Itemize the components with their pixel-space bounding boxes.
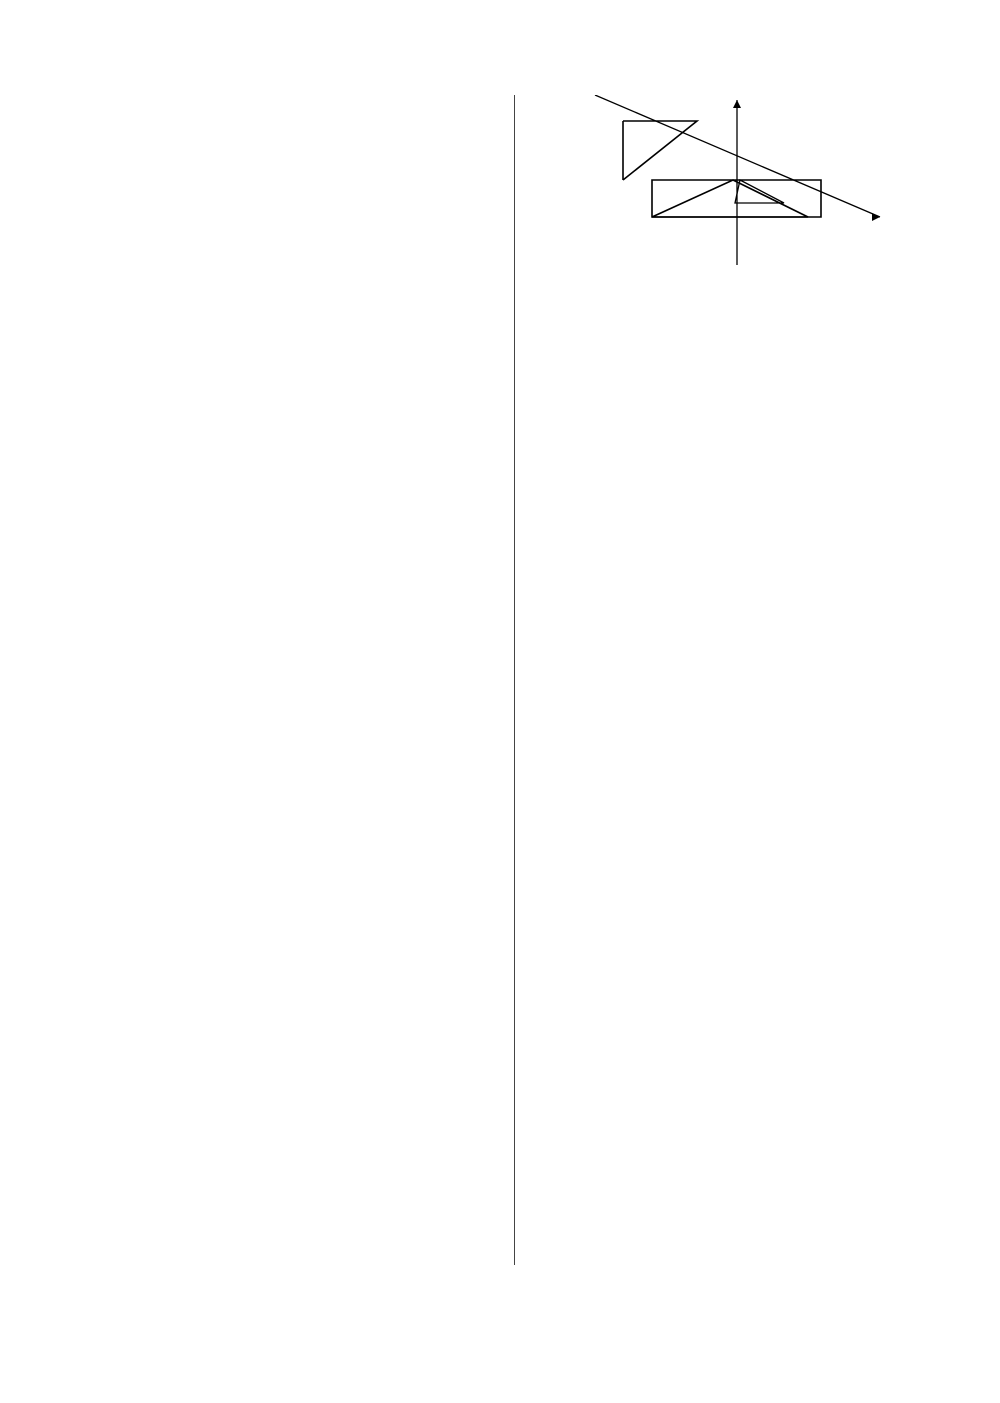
figure-21-grid-diagram xyxy=(590,95,890,285)
triangle-abc xyxy=(735,180,784,203)
watermark-logo xyxy=(832,1308,1000,1403)
triangle-a3b3c3 xyxy=(623,121,697,180)
y-axis-arrow xyxy=(733,100,741,108)
column-divider xyxy=(514,95,515,1265)
figure-23-histogram xyxy=(598,955,888,1155)
x-axis-arrow xyxy=(872,213,880,221)
triangle-a1b1c1 xyxy=(652,180,808,217)
